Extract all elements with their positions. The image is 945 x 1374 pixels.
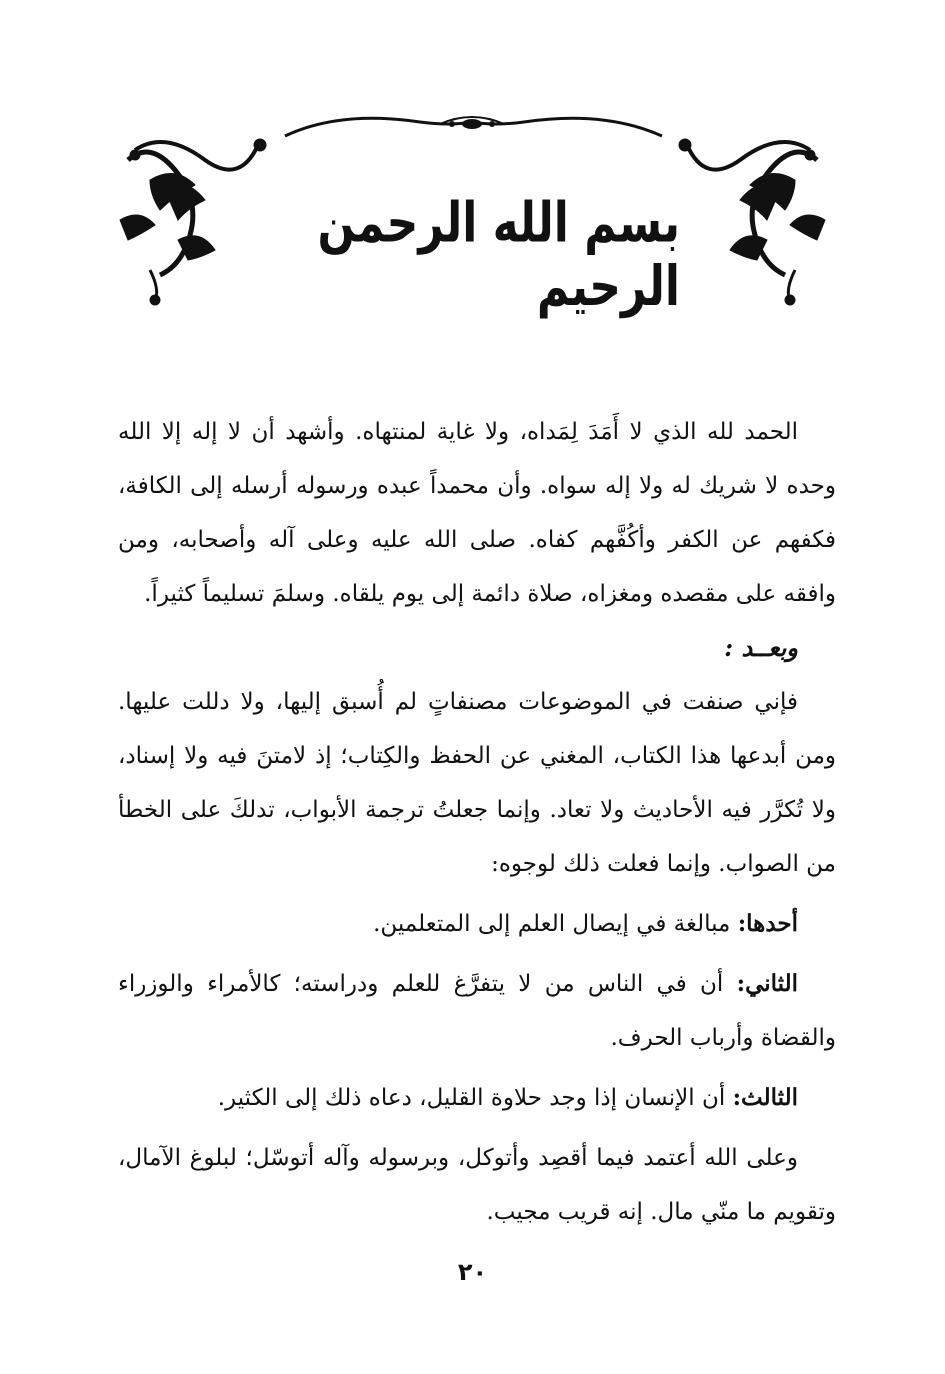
page-body <box>118 405 836 1239</box>
opening-paragraph: الحمد لله الذي لا أَمَدَ لِمَداه، ولا غاية لمنتهاه. وأشهد أن لا إله إلا الله وحده لا شريك له ولا إله سواه. وأن محمداً عبده ورسوله أرسله إلى الكافة، فكفهم عن الكفر وأكُفَّهم كفاه. صلى الله عليه وعلى آله وأصحابه، ومن وافقه على مقصده ومغزاه، صلاة دائمة إلى يوم يلقاه. وسلمَ تسليماً كثيراً. <box>118 419 836 607</box>
intro-paragraph: فإني صنفت في الموضوعات مصنفاتٍ لم أُسبق إليها، ولا دللت عليها. ومن أبدعها هذا الكتاب، المغني عن الحفظ والكِتاب؛ إذ لامتنَ فيه ولا إسناد، ولا تُكرَّر فيه الأحاديث ولا تعاد. وإنما جعلتُ ترجمة الأبواب، تدلكَ على الخطأ من الصواب. وإنما فعلت ذلك لوجوه: <box>118 689 836 877</box>
page-number: ٢٠ <box>457 1258 488 1286</box>
reason-first-text: مبالغة في إيصال العلم إلى المتعلمين. <box>373 911 738 937</box>
reason-first <box>118 897 836 951</box>
reason-third-label: الثالث: <box>732 1084 798 1111</box>
reason-second-text: أن في الناس من لا يتفرَّغ للعلم ودراسته؛ كالأمراء والوزراء والقضاة وأرباب الحرف. <box>118 971 836 1051</box>
reason-second <box>118 957 836 1065</box>
reason-third-text: أن الإنسان إذا وجد حلاوة القليل، دعاه ذلك إلى الكثير. <box>217 1085 733 1111</box>
reason-third <box>118 1071 836 1125</box>
section-heading: وبعــد : <box>724 633 798 662</box>
reason-second-label: الثاني: <box>736 970 798 997</box>
basmala-calligraphy: بسم الله الرحمن الرحيم <box>317 191 680 319</box>
reason-first-label: أحدها: <box>737 910 798 937</box>
closing-paragraph: وعلى الله أعتمد فيما أقصِد وأتوكل، وبرسوله وآله أتوسّل؛ لبلوغ الآمال، وتقويم ما منّي مال. إنه قريب مجيب. <box>118 1145 836 1225</box>
